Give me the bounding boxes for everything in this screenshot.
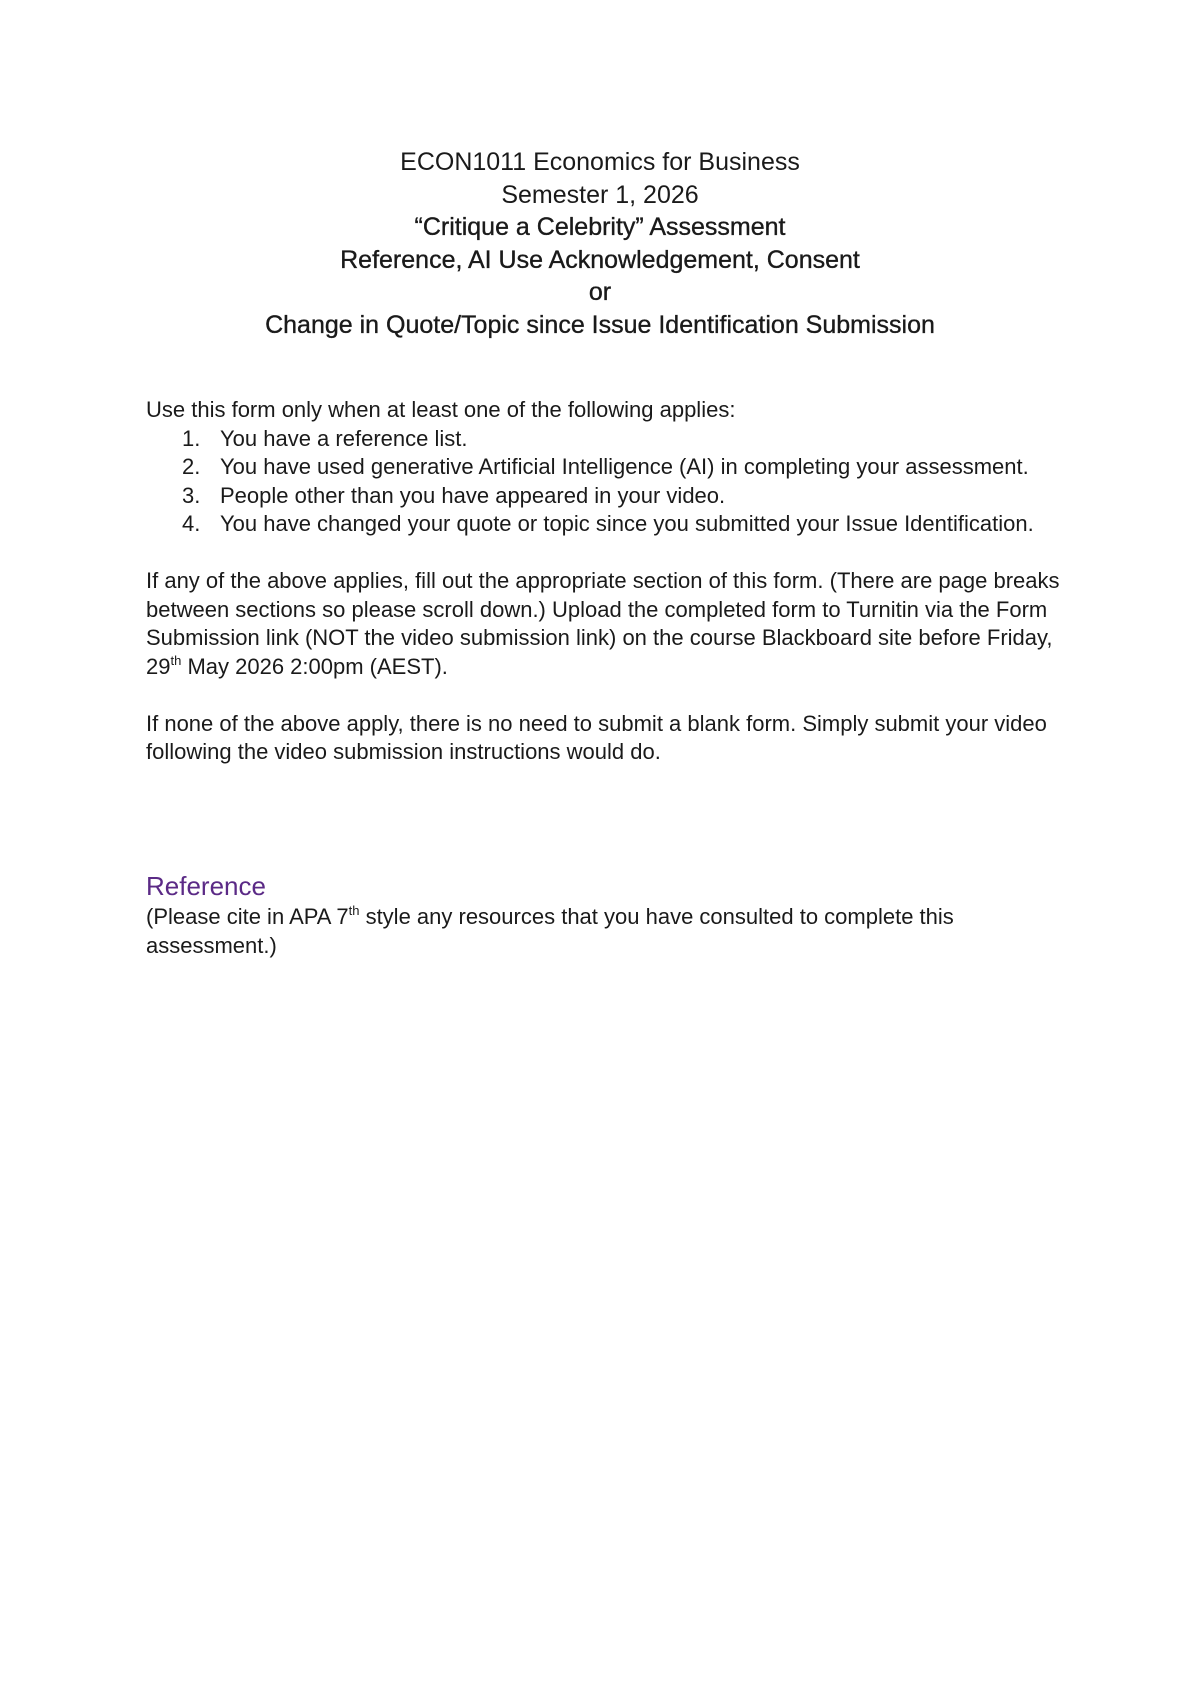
instructions-text: If any of the above applies, fill out the appropriate section of this form. (There are page breaks between sections so please scroll down.) Upload the completed form to Turnitin via the Form Submission link (NOT the video submission link) on the course Blackboard site before Friday, 29 [146,568,1060,679]
alt-form-title: Change in Quote/Topic since Issue Identification Submission [265,310,935,339]
list-item [146,482,1066,511]
semester-line: Semester 1, 2026 [501,180,699,209]
list-item-text: You have used generative Artificial Intelligence (AI) in completing your assessment. [220,454,1029,479]
list-item [146,453,1066,482]
title-block [0,146,1200,341]
submission-instructions [146,567,1066,681]
list-number: 4. [182,511,201,536]
course-title: ECON1011 Economics for Business [400,148,800,176]
form-body [146,396,1066,767]
conditions-list [146,425,1066,539]
list-item-text: People other than you have appeared in your video. [220,482,726,508]
assessment-title: “Critique a Celebrity” Assessment [414,213,786,241]
reference-heading: Reference [146,871,266,901]
date-ordinal: th [170,652,182,668]
intro-text: Use this form only when at least one of the following applies: [146,397,736,422]
or-separator: or [588,278,612,306]
form-title: Reference, AI Use Acknowledgement, Consent [340,245,860,274]
list-item-text: You have changed your quote or topic since you submitted your Issue Identification. [220,511,1034,536]
list-number: 3. [182,482,201,508]
list-item [146,510,1066,539]
list-number: 1. [182,425,201,451]
list-item-text: You have a reference list. [220,425,468,451]
apa-ordinal: th [348,903,360,918]
reference-note-text: (Please cite in APA 7 [146,904,349,929]
none-apply-note: If none of the above apply, there is no need to submit a blank form. Simply submit your video following the video submission instructions would do. [146,710,1047,764]
list-item [146,425,1066,454]
reference-note [146,903,1066,960]
instructions-deadline: May 2026 2:00pm (AEST). [181,653,448,679]
reference-note-rest: style any resources that you have consulted to complete this assessment.) [146,904,954,958]
list-number: 2. [182,454,201,479]
